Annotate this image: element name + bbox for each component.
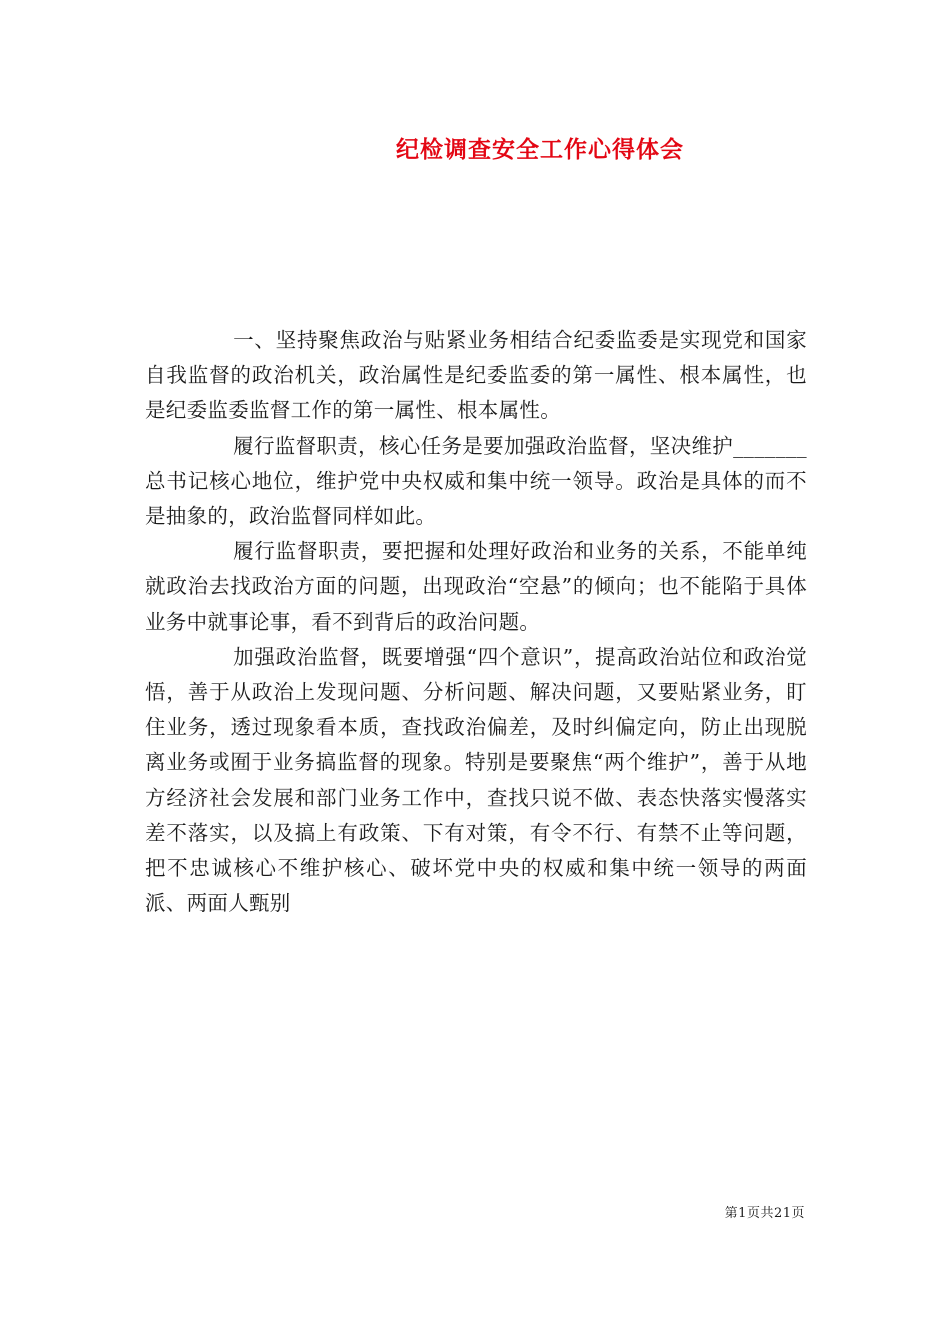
paragraph-3: 履行监督职责，要把握和处理好政治和业务的关系，不能单纯就政治去找政治方面的问题，出现政治“空悬”的倾向；也不能陷于具体业务中就事论事，看不到背后的政治问题。 bbox=[145, 539, 807, 634]
paragraph-4: 加强政治监督，既要增强“四个意识”，提高政治站位和政治觉悟，善于从政治上发现问题、分析问题、解决问题，又要贴紧业务，盯住业务，透过现象看本质，查找政治偏差，及时纠偏定向，防止出现脱离业务或囿于业务搞监督的现象。特别是要聚焦“两个维护”，善于从地方经济社会发展和部门业务工作中，查找只说不做、表态快落实慢落实差不落实，以及搞上有政策、下有对策，有令不行、有禁不止等问题，把不忠诚核心不维护核心、破坏党中央的权威和集中统一领导的两面派、两面人甄别 bbox=[145, 644, 807, 916]
document-title: 纪检调查安全工作心得体会 bbox=[396, 136, 684, 163]
paragraph-2: 履行监督职责，核心任务是要加强政治监督，坚决维护_______总书记核心地位，维护党中央权威和集中统一领导。政治是具体的而不是抽象的，政治监督同样如此。 bbox=[145, 433, 807, 529]
page-number: 第1页共21页 bbox=[724, 1206, 805, 1221]
document-body bbox=[145, 323, 807, 921]
paragraph-1: 一、坚持聚焦政治与贴紧业务相结合纪委监委是实现党和国家自我监督的政治机关，政治属性是纪委监委的第一属性、根本属性，也是纪委监委监督工作的第一属性、根本属性。 bbox=[145, 328, 807, 423]
